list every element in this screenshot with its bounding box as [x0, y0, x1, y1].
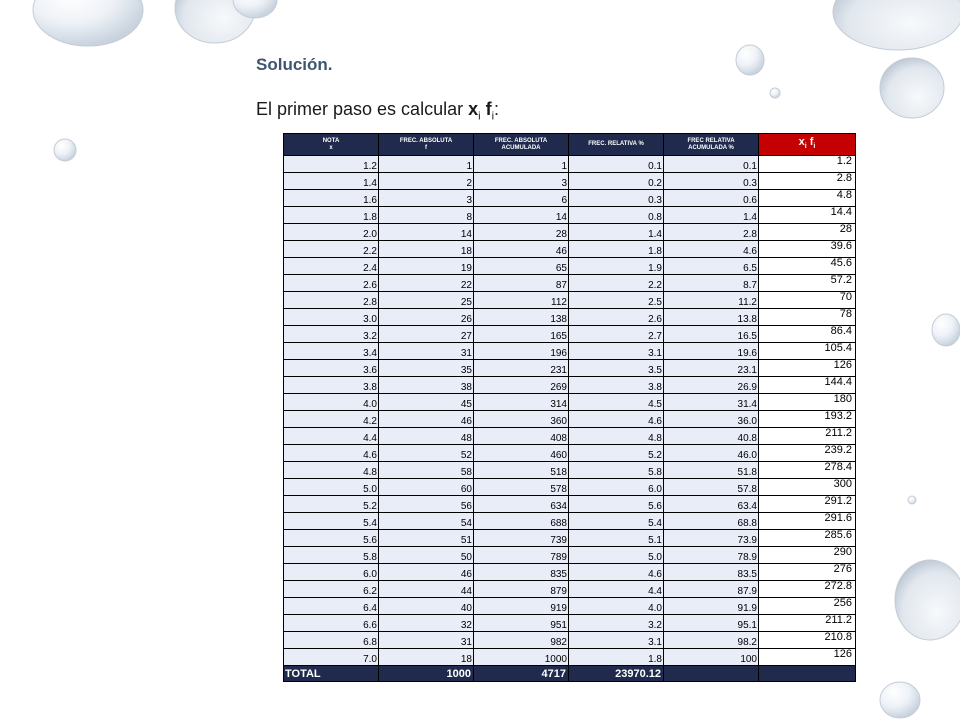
- table-row: [284, 207, 856, 224]
- table-row: [284, 564, 856, 581]
- frec-absoluta-cell: 40: [379, 598, 474, 615]
- nota-cell: 3.4: [284, 343, 379, 360]
- frec-relativa-acumulada-cell: 36.0: [664, 411, 759, 428]
- frec-relativa-acumulada-cell: 57.8: [664, 479, 759, 496]
- nota-cell: 3.2: [284, 326, 379, 343]
- nota-cell: 2.6: [284, 275, 379, 292]
- table-row: [284, 632, 856, 649]
- frec-relativa-cell: 3.2: [569, 615, 664, 632]
- nota-cell: 3.0: [284, 309, 379, 326]
- frec-relativa-acumulada-cell: 26.9: [664, 377, 759, 394]
- frec-acumulada-cell: 46: [474, 241, 569, 258]
- frec-relativa-acumulada-cell: 95.1: [664, 615, 759, 632]
- table-row: [284, 445, 856, 462]
- frec-acumulada-cell: 196: [474, 343, 569, 360]
- frec-acumulada-cell: 951: [474, 615, 569, 632]
- frec-absoluta-cell: 46: [379, 564, 474, 581]
- nota-cell: 6.0: [284, 564, 379, 581]
- frec-relativa-acumulada-cell: 0.1: [664, 156, 759, 173]
- frec-acumulada-cell: 1000: [474, 649, 569, 666]
- table-row: [284, 496, 856, 513]
- xi-fi-cell: 70: [759, 292, 856, 309]
- frec-absoluta-cell: 54: [379, 513, 474, 530]
- nota-cell: 3.8: [284, 377, 379, 394]
- xi-fi-cell: 78: [759, 309, 856, 326]
- frec-relativa-acumulada-cell: 4.6: [664, 241, 759, 258]
- table-row: [284, 547, 856, 564]
- table-row: [284, 258, 856, 275]
- frec-relativa-cell: 0.1: [569, 156, 664, 173]
- frec-relativa-acumulada-cell: 98.2: [664, 632, 759, 649]
- frec-acumulada-cell: 65: [474, 258, 569, 275]
- nota-cell: 1.2: [284, 156, 379, 173]
- xi-fi-cell: 14.4: [759, 207, 856, 224]
- frec-absoluta-cell: 31: [379, 343, 474, 360]
- subtitle-var-f: f: [480, 99, 492, 119]
- frec-relativa-cell: 3.8: [569, 377, 664, 394]
- frec-acumulada-cell: 982: [474, 632, 569, 649]
- frec-relativa-acumulada-cell: 100: [664, 649, 759, 666]
- frec-relativa-cell: 4.8: [569, 428, 664, 445]
- frec-acumulada-cell: 634: [474, 496, 569, 513]
- frec-absoluta-cell: 27: [379, 326, 474, 343]
- table-row: [284, 309, 856, 326]
- frec-absoluta-cell: 35: [379, 360, 474, 377]
- xi-fi-cell: 39.6: [759, 241, 856, 258]
- frec-acumulada-cell: 231: [474, 360, 569, 377]
- frec-acumulada-cell: 919: [474, 598, 569, 615]
- table-row: [284, 615, 856, 632]
- frec-relativa-cell: 5.0: [569, 547, 664, 564]
- frec-acumulada-cell: 87: [474, 275, 569, 292]
- table-row: [284, 173, 856, 190]
- xi-fi-cell: 278.4: [759, 462, 856, 479]
- frec-absoluta-cell: 18: [379, 649, 474, 666]
- frec-absoluta-cell: 50: [379, 547, 474, 564]
- slide-title: Solución.: [256, 55, 333, 74]
- total-label: TOTAL: [284, 666, 379, 682]
- frec-relativa-acumulada-cell: 91.9: [664, 598, 759, 615]
- frec-relativa-acumulada-cell: 31.4: [664, 394, 759, 411]
- frec-absoluta-cell: 18: [379, 241, 474, 258]
- frec-absoluta-cell: 38: [379, 377, 474, 394]
- frec-acumulada-cell: 314: [474, 394, 569, 411]
- frec-relativa-cell: 4.4: [569, 581, 664, 598]
- xi-fi-cell: 211.2: [759, 615, 856, 632]
- frec-acumulada-cell: 835: [474, 564, 569, 581]
- header-nota: NOTA x: [284, 134, 379, 156]
- xi-fi-cell: 4.8: [759, 190, 856, 207]
- frec-acumulada-cell: 360: [474, 411, 569, 428]
- frec-relativa-cell: 2.2: [569, 275, 664, 292]
- nota-cell: 4.8: [284, 462, 379, 479]
- frec-relativa-cell: 5.4: [569, 513, 664, 530]
- frec-absoluta-cell: 19: [379, 258, 474, 275]
- table-row: [284, 292, 856, 309]
- header-frec-relativa-acumulada: FREC RELATIVA ACUMULADA %: [664, 134, 759, 156]
- table-row: [284, 377, 856, 394]
- total-cell: [759, 666, 856, 682]
- frec-relativa-acumulada-cell: 2.8: [664, 224, 759, 241]
- xi-fi-cell: 45.6: [759, 258, 856, 275]
- table-row: [284, 326, 856, 343]
- xi-fi-cell: 193.2: [759, 411, 856, 428]
- frec-absoluta-cell: 32: [379, 615, 474, 632]
- nota-cell: 5.8: [284, 547, 379, 564]
- frec-acumulada-cell: 408: [474, 428, 569, 445]
- frec-absoluta-cell: 31: [379, 632, 474, 649]
- frec-relativa-cell: 3.1: [569, 632, 664, 649]
- frec-absoluta-cell: 52: [379, 445, 474, 462]
- xi-fi-cell: 211.2: [759, 428, 856, 445]
- total-cell: 23970.12: [569, 666, 664, 682]
- subtitle-text: El primer paso es calcular: [256, 99, 469, 119]
- frec-relativa-acumulada-cell: 83.5: [664, 564, 759, 581]
- frec-acumulada-cell: 1: [474, 156, 569, 173]
- table-row: [284, 649, 856, 666]
- nota-cell: 6.2: [284, 581, 379, 598]
- frec-relativa-cell: 1.4: [569, 224, 664, 241]
- table-row: [284, 156, 856, 173]
- frec-absoluta-cell: 8: [379, 207, 474, 224]
- frec-relativa-cell: 0.3: [569, 190, 664, 207]
- frec-relativa-cell: 1.9: [569, 258, 664, 275]
- frec-absoluta-cell: 60: [379, 479, 474, 496]
- frec-relativa-cell: 2.5: [569, 292, 664, 309]
- frec-absoluta-cell: 22: [379, 275, 474, 292]
- frec-relativa-acumulada-cell: 16.5: [664, 326, 759, 343]
- header-frec-absoluta: FREC. ABSOLUTA f: [379, 134, 474, 156]
- nota-cell: 4.2: [284, 411, 379, 428]
- nota-cell: 5.2: [284, 496, 379, 513]
- xi-fi-cell: 1.2: [759, 156, 856, 173]
- frec-relativa-cell: 0.8: [569, 207, 664, 224]
- frec-relativa-cell: 4.5: [569, 394, 664, 411]
- xi-fi-cell: 144.4: [759, 377, 856, 394]
- nota-cell: 6.4: [284, 598, 379, 615]
- frec-relativa-acumulada-cell: 51.8: [664, 462, 759, 479]
- total-cell: 1000: [379, 666, 474, 682]
- frec-absoluta-cell: 46: [379, 411, 474, 428]
- table-row: [284, 598, 856, 615]
- frec-absoluta-cell: 14: [379, 224, 474, 241]
- total-cell: [664, 666, 759, 682]
- frec-acumulada-cell: 165: [474, 326, 569, 343]
- table-row: [284, 479, 856, 496]
- frec-relativa-cell: 4.6: [569, 411, 664, 428]
- frec-relativa-acumulada-cell: 68.8: [664, 513, 759, 530]
- frec-acumulada-cell: 269: [474, 377, 569, 394]
- frec-relativa-cell: 4.6: [569, 564, 664, 581]
- header-frec-relativa: FREC. RELATIVA %: [569, 134, 664, 156]
- frec-relativa-acumulada-cell: 11.2: [664, 292, 759, 309]
- table-header-row: [284, 134, 856, 156]
- frec-absoluta-cell: 1: [379, 156, 474, 173]
- frec-relativa-acumulada-cell: 87.9: [664, 581, 759, 598]
- frec-relativa-acumulada-cell: 63.4: [664, 496, 759, 513]
- nota-cell: 1.4: [284, 173, 379, 190]
- frec-relativa-cell: 5.8: [569, 462, 664, 479]
- xi-fi-cell: 126: [759, 649, 856, 666]
- subtitle-sub-i: i: [478, 110, 481, 123]
- frec-relativa-cell: 6.0: [569, 479, 664, 496]
- frec-relativa-cell: 5.6: [569, 496, 664, 513]
- table-row: [284, 411, 856, 428]
- table-row: [284, 275, 856, 292]
- table-row: [284, 190, 856, 207]
- frec-relativa-acumulada-cell: 73.9: [664, 530, 759, 547]
- frec-absoluta-cell: 45: [379, 394, 474, 411]
- nota-cell: 6.6: [284, 615, 379, 632]
- frec-relativa-cell: 2.7: [569, 326, 664, 343]
- frec-relativa-acumulada-cell: 0.3: [664, 173, 759, 190]
- table-row: [284, 428, 856, 445]
- nota-cell: 4.4: [284, 428, 379, 445]
- frec-acumulada-cell: 138: [474, 309, 569, 326]
- frec-absoluta-cell: 2: [379, 173, 474, 190]
- table-total-row: [284, 666, 856, 682]
- frec-absoluta-cell: 3: [379, 190, 474, 207]
- frec-acumulada-cell: 6: [474, 190, 569, 207]
- frec-relativa-acumulada-cell: 8.7: [664, 275, 759, 292]
- subtitle-colon: :: [494, 99, 500, 119]
- xi-fi-cell: 276: [759, 564, 856, 581]
- frec-relativa-acumulada-cell: 40.8: [664, 428, 759, 445]
- frec-relativa-cell: 5.1: [569, 530, 664, 547]
- table-row: [284, 394, 856, 411]
- frec-relativa-acumulada-cell: 78.9: [664, 547, 759, 564]
- frec-absoluta-cell: 51: [379, 530, 474, 547]
- frec-acumulada-cell: 14: [474, 207, 569, 224]
- frec-relativa-acumulada-cell: 46.0: [664, 445, 759, 462]
- frec-relativa-cell: 1.8: [569, 649, 664, 666]
- nota-cell: 5.0: [284, 479, 379, 496]
- xi-fi-cell: 180: [759, 394, 856, 411]
- frec-acumulada-cell: 518: [474, 462, 569, 479]
- frec-relativa-acumulada-cell: 6.5: [664, 258, 759, 275]
- frec-absoluta-cell: 48: [379, 428, 474, 445]
- frec-acumulada-cell: 112: [474, 292, 569, 309]
- nota-cell: 2.2: [284, 241, 379, 258]
- nota-cell: 1.6: [284, 190, 379, 207]
- table-row: [284, 224, 856, 241]
- frec-acumulada-cell: 3: [474, 173, 569, 190]
- xi-fi-cell: 105.4: [759, 343, 856, 360]
- nota-cell: 2.0: [284, 224, 379, 241]
- frec-absoluta-cell: 58: [379, 462, 474, 479]
- xi-fi-cell: 28: [759, 224, 856, 241]
- frec-acumulada-cell: 688: [474, 513, 569, 530]
- xi-fi-cell: 210.8: [759, 632, 856, 649]
- nota-cell: 7.0: [284, 649, 379, 666]
- table-row: [284, 241, 856, 258]
- xi-fi-cell: 86.4: [759, 326, 856, 343]
- xi-fi-cell: 2.8: [759, 173, 856, 190]
- xi-fi-cell: 285.6: [759, 530, 856, 547]
- frec-relativa-cell: 4.0: [569, 598, 664, 615]
- frec-relativa-acumulada-cell: 13.8: [664, 309, 759, 326]
- xi-fi-cell: 291.2: [759, 496, 856, 513]
- table-row: [284, 360, 856, 377]
- frec-acumulada-cell: 578: [474, 479, 569, 496]
- frec-relativa-cell: 1.8: [569, 241, 664, 258]
- frec-relativa-cell: 3.1: [569, 343, 664, 360]
- xi-fi-cell: 291.6: [759, 513, 856, 530]
- table-row: [284, 462, 856, 479]
- frec-relativa-acumulada-cell: 23.1: [664, 360, 759, 377]
- frec-relativa-acumulada-cell: 0.6: [664, 190, 759, 207]
- xi-fi-cell: 126: [759, 360, 856, 377]
- table-row: [284, 513, 856, 530]
- frec-relativa-acumulada-cell: 19.6: [664, 343, 759, 360]
- xi-fi-cell: 290: [759, 547, 856, 564]
- nota-cell: 2.8: [284, 292, 379, 309]
- xi-fi-cell: 256: [759, 598, 856, 615]
- nota-cell: 1.8: [284, 207, 379, 224]
- frec-acumulada-cell: 460: [474, 445, 569, 462]
- total-cell: 4717: [474, 666, 569, 682]
- slide-subtitle: [256, 99, 499, 123]
- frec-absoluta-cell: 56: [379, 496, 474, 513]
- nota-cell: 5.4: [284, 513, 379, 530]
- header-frec-absoluta-acumulada: FREC. ABSOLUTA ACUMULADA: [474, 134, 569, 156]
- subtitle-var-x: x: [468, 99, 479, 119]
- nota-cell: 4.0: [284, 394, 379, 411]
- frec-relativa-cell: 5.2: [569, 445, 664, 462]
- frec-absoluta-cell: 25: [379, 292, 474, 309]
- frec-relativa-cell: 2.6: [569, 309, 664, 326]
- frec-acumulada-cell: 739: [474, 530, 569, 547]
- nota-cell: 5.6: [284, 530, 379, 547]
- frec-relativa-acumulada-cell: 1.4: [664, 207, 759, 224]
- table-row: [284, 343, 856, 360]
- header-xi-fi: $x_i$ $f_i$: [759, 134, 856, 156]
- frec-acumulada-cell: 879: [474, 581, 569, 598]
- xi-fi-cell: 272.8: [759, 581, 856, 598]
- frequency-table: [283, 133, 856, 682]
- xi-fi-cell: 300: [759, 479, 856, 496]
- nota-cell: 2.4: [284, 258, 379, 275]
- subtitle-sub-i: i: [491, 110, 495, 123]
- nota-cell: 3.6: [284, 360, 379, 377]
- xi-fi-cell: 57.2: [759, 275, 856, 292]
- nota-cell: 4.6: [284, 445, 379, 462]
- frec-acumulada-cell: 789: [474, 547, 569, 564]
- nota-cell: 6.8: [284, 632, 379, 649]
- xi-fi-cell: 239.2: [759, 445, 856, 462]
- table-row: [284, 581, 856, 598]
- frec-absoluta-cell: 26: [379, 309, 474, 326]
- frec-absoluta-cell: 44: [379, 581, 474, 598]
- table-row: [284, 530, 856, 547]
- frec-relativa-cell: 3.5: [569, 360, 664, 377]
- frec-relativa-cell: 0.2: [569, 173, 664, 190]
- frec-acumulada-cell: 28: [474, 224, 569, 241]
